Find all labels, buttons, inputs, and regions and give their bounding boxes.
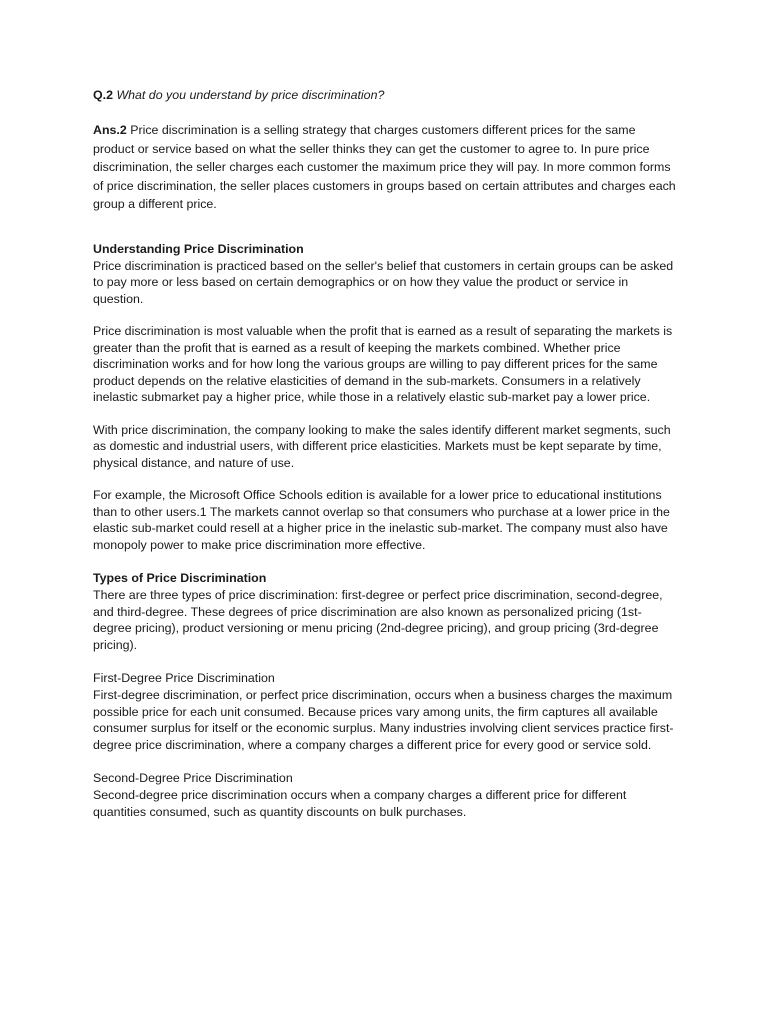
answer-text: Price discrimination is a selling strategy that charges customers different prices for the same product or service based on what the seller thinks they can get the customer to agree to. In pure price discrimination, the seller charges each customer the maximum price they will pay. In more common forms of price discrimination, the seller places customers in groups based on certain attributes and charges each group a different price. — [93, 123, 676, 211]
document-page — [93, 86, 678, 836]
understanding-paragraph-4: For example, the Microsoft Office Schools edition is available for a lower price to educational institutions than to other users.1 The markets cannot overlap so that consumers who purchase at a lower price in the elastic sub-market could resell at a higher price in the inelastic sub-market. The company must also have monopoly power to make price discrimination more effective. — [93, 488, 670, 552]
second-degree-paragraph: Second-degree price discrimination occurs when a company charges a different price for different quantities consumed, such as quantity discounts on bulk purchases. — [93, 788, 627, 819]
answer-label: Ans.2 — [93, 123, 127, 137]
section-heading-first-degree: First-Degree Price Discrimination — [93, 671, 275, 685]
understanding-paragraph-3: With price discrimination, the company looking to make the sales identify different market segments, such as domestic and industrial users, with different price elasticities. Markets must be kept separate by time, physical distance, and nature of use. — [93, 422, 671, 470]
answer-paragraph — [93, 121, 678, 214]
first-degree-paragraph: First-degree discrimination, or perfect price discrimination, occurs when a business charges the maximum possible price for each unit consumed. Because prices vary among units, the firm captures all available consumer surplus for itself or the economic surplus. Many industries involving client services practice first-degree price discrimination, where a company charges a different price for every good or service sold. — [93, 688, 674, 752]
section-heading-understanding: Understanding Price Discrimination — [93, 241, 304, 256]
question-label: Q.2 — [93, 88, 113, 102]
section-heading-types: Types of Price Discrimination — [93, 571, 267, 585]
question-line — [93, 86, 678, 104]
section-heading-second-degree: Second-Degree Price Discrimination — [93, 771, 293, 785]
understanding-paragraph-2: Price discrimination is most valuable when the profit that is earned as a result of separating the markets is greater than the profit that is earned as a result of keeping the markets combined. Whether price discrimination works and for how long the various groups are willing to pay different prices for the same product depends on the relative elasticities of demand in the sub-markets. Consumers in a relatively inelastic submarket pay a higher price, while those in a relatively elastic sub-market pay a lower price. — [93, 324, 673, 404]
types-paragraph-1: There are three types of price discrimination: first-degree or perfect price discrimination, second-degree, and third-degree. These degrees of price discrimination are also known as personalized pricing (1st-degree pricing), product versioning or menu pricing (2nd-degree pricing), and group pricing (3rd-degree pricing). — [93, 588, 663, 652]
question-text: What do you understand by price discrimination? — [116, 88, 385, 102]
understanding-paragraph-1: Price discrimination is practiced based on the seller's belief that customers in certain groups can be asked to pay more or less based on certain demographics or on how they value the product or service in question. — [93, 258, 674, 306]
